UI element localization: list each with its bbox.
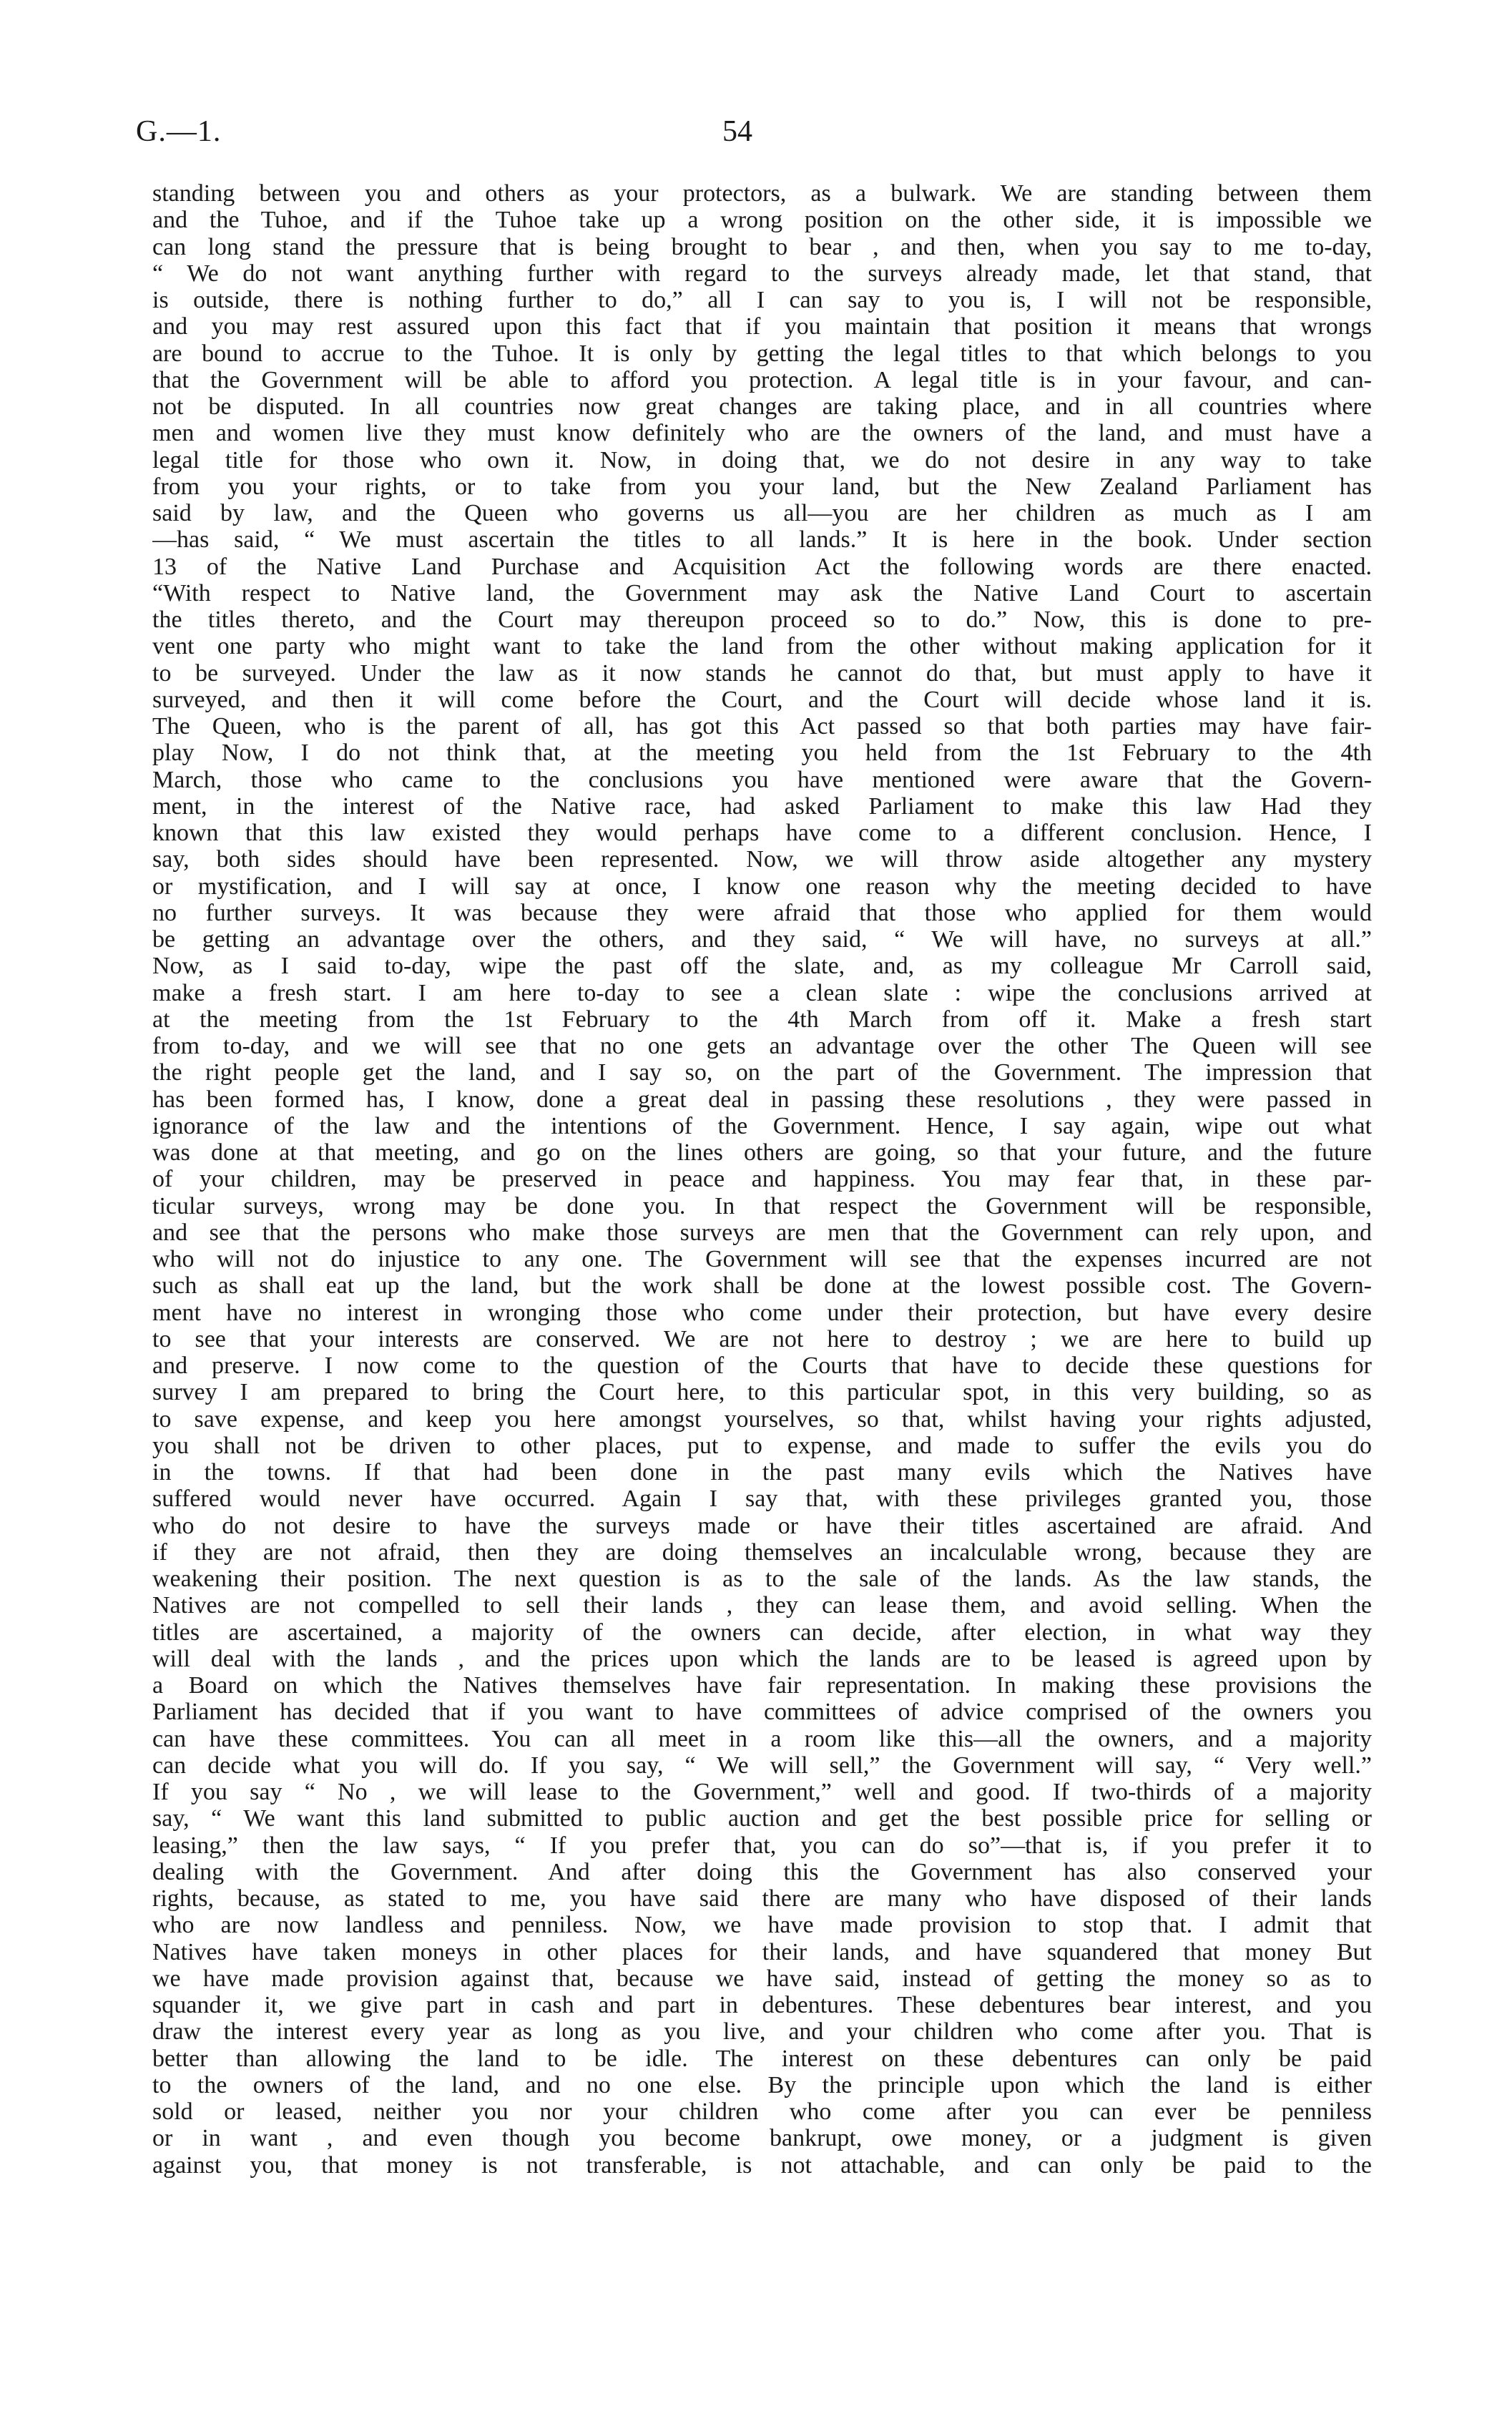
text-line: to the owners of the land, and no one else. By the principle upon which the land is either <box>152 2071 1372 2098</box>
text-line: are bound to accrue to the Tuhoe. It is only by getting the legal titles to that which belongs to you <box>152 340 1372 367</box>
text-line: ment, in the interest of the Native race, had asked Parliament to make this law Had they <box>152 792 1372 820</box>
text-line: leasing,” then the law says, “ If you prefer that, you can do so”—that is, if you prefer it to <box>152 1832 1372 1859</box>
text-line: 13 of the Native Land Purchase and Acquisition Act the following words are there enacted. <box>152 553 1372 580</box>
text-line: Parliament has decided that if you want to have committees of advice comprised of the owners you <box>152 1699 1372 1726</box>
text-line: make a fresh start. I am here to-day to see a clean slate : wipe the conclusions arrived at <box>152 979 1372 1006</box>
text-line: against you, that money is not transferable, is not attachable, and can only be paid to the <box>152 2151 1372 2179</box>
text-line: ignorance of the law and the intentions of the Government. Hence, I say again, wipe out what <box>152 1112 1372 1139</box>
text-line: that the Government will be able to afford you protection. A legal title is in your favour, and can- <box>152 366 1372 393</box>
text-line: is outside, there is nothing further to do,” all I can say to you is, I will not be responsible, <box>152 287 1372 313</box>
text-line: legal title for those who own it. Now, in doing that, we do not desire in any way to take <box>152 446 1372 473</box>
text-line: Now, as I said to-day, wipe the past off the slate, and, as my colleague Mr Carroll said, <box>152 953 1372 980</box>
text-line: surveyed, and then it will come before the Court, and the Court will decide whose land it is. <box>152 686 1372 713</box>
text-line: “With respect to Native land, the Government may ask the Native Land Court to ascertain <box>152 579 1372 607</box>
text-line: was done at that meeting, and go on the lines others are going, so that your future, and the future <box>152 1139 1372 1166</box>
text-line: we have made provision against that, because we have said, instead of getting the money so as to <box>152 1965 1372 1992</box>
text-line: of your children, may be preserved in peace and happiness. You may fear that, in these par- <box>152 1166 1372 1193</box>
text-line <box>152 2179 1372 2205</box>
text-line: and preserve. I now come to the question of the Courts that have to decide these questions for <box>152 1352 1372 1379</box>
text-line: say, both sides should have been represented. Now, we will throw aside altogether any mystery <box>152 846 1372 873</box>
text-line: not be disputed. In all countries now great changes are taking place, and in all countries where <box>152 393 1372 420</box>
text-line: has been formed has, I know, done a great deal in passing these resolutions , they were passed in <box>152 1086 1372 1113</box>
text-line: If you say “ No , we will lease to the Government,” well and good. If two-thirds of a majority <box>152 1779 1372 1805</box>
page-header <box>136 114 1366 157</box>
text-line: Natives are not compelled to sell their lands , they can lease them, and avoid selling. When the <box>152 1592 1372 1619</box>
text-line: to save expense, and keep you here amongst yourselves, so that, whilst having your rights adjusted, <box>152 1405 1372 1433</box>
text-line: —has said, “ We must ascertain the titles to all lands.” It is here in the book. Under section <box>152 526 1372 554</box>
text-line: the titles thereto, and the Court may thereupon proceed so to do.” Now, this is done to pre- <box>152 607 1372 633</box>
text-line: or mystification, and I will say at once, I know one reason why the meeting decided to have <box>152 873 1372 900</box>
text-line: such as shall eat up the land, but the work shall be done at the lowest possible cost. The Govern- <box>152 1272 1372 1300</box>
text-line: or in want , and even though you become bankrupt, owe money, or a judgment is given <box>152 2125 1372 2152</box>
text-line: “ We do not want anything further with regard to the surveys already made, let that stand, that <box>152 260 1372 287</box>
text-line: play Now, I do not think that, at the meeting you held from the 1st February to the 4th <box>152 740 1372 767</box>
text-line: a Board on which the Natives themselves have fair representation. In making these provisions the <box>152 1672 1372 1699</box>
text-line: and the Tuhoe, and if the Tuhoe take up a wrong position on the other side, it is impossible we <box>152 207 1372 234</box>
text-line: from you your rights, or to take from you your land, but the New Zealand Parliament has <box>152 473 1372 500</box>
text-line: rights, because, as stated to me, you have said there are many who have disposed of their lands <box>152 1885 1372 1912</box>
text-line: to be surveyed. Under the law as it now stands he cannot do that, but must apply to have it <box>152 659 1372 687</box>
text-line: squander it, we give part in cash and part in debentures. These debentures bear interest, and you <box>152 1992 1372 2018</box>
text-line: The Queen, who is the parent of all, has got this Act passed so that both parties may have fair- <box>152 713 1372 740</box>
text-line: and you may rest assured upon this fact that if you maintain that position it means that wrongs <box>152 313 1372 340</box>
text-line: Natives have taken moneys in other places for their lands, and have squandered that money But <box>152 1938 1372 1965</box>
page-number: 54 <box>722 115 752 148</box>
text-line: will deal with the lands , and the prices upon which the lands are to be leased is agreed upon by <box>152 1645 1372 1672</box>
text-line: ticular surveys, wrong may be done you. In that respect the Government will be responsible, <box>152 1192 1372 1219</box>
text-line: be getting an advantage over the others, and they said, “ We will have, no surveys at all.” <box>152 926 1372 953</box>
body-text <box>152 180 1372 2383</box>
text-line: weakening their position. The next question is as to the sale of the lands. As the law stands, the <box>152 1566 1372 1592</box>
text-line: ment have no interest in wronging those who come under their protection, but have every desire <box>152 1299 1372 1326</box>
text-line: to see that your interests are conserved. We are not here to destroy ; we are here to build up <box>152 1325 1372 1352</box>
text-line: better than allowing the land to be idle. The interest on these debentures can only be paid <box>152 2045 1372 2072</box>
text-line: known that this law existed they would perhaps have come to a different conclusion. Hence, I <box>152 820 1372 846</box>
text-line: March, those who came to the conclusions you have mentioned were aware that the Govern- <box>152 766 1372 793</box>
text-line: the right people get the land, and I say so, on the part of the Government. The impression that <box>152 1059 1372 1086</box>
text-line: suffered would never have occurred. Again I say that, with these privileges granted you, those <box>152 1486 1372 1513</box>
text-line: can decide what you will do. If you say, “ We will sell,” the Government will say, “ Very well.” <box>152 1752 1372 1779</box>
text-line: sold or leased, neither you nor your children who come after you can ever be penniless <box>152 2098 1372 2125</box>
text-line: can long stand the pressure that is being brought to bear , and then, when you say to me to-day, <box>152 233 1372 260</box>
text-line: said by law, and the Queen who governs us all—you are her children as much as I am <box>152 500 1372 526</box>
text-line: vent one party who might want to take the land from the other without making application for it <box>152 633 1372 660</box>
text-line: who are now landless and penniless. Now, we have made provision to stop that. I admit that <box>152 1912 1372 1939</box>
text-line: at the meeting from the 1st February to the 4th March from off it. Make a fresh start <box>152 1006 1372 1033</box>
text-line: and see that the persons who make those surveys are men that the Government can rely upon, and <box>152 1219 1372 1246</box>
text-line: who do not desire to have the surveys made or have their titles ascertained are afraid. And <box>152 1512 1372 1539</box>
text-line: standing between you and others as your protectors, as a bulwark. We are standing between them <box>152 180 1372 207</box>
text-line: can have these committees. You can all meet in a room like this—all the owners, and a majority <box>152 1725 1372 1752</box>
text-line: no further surveys. It was because they were afraid that those who applied for them would <box>152 899 1372 926</box>
text-line: say, “ We want this land submitted to public auction and get the best possible price for selling or <box>152 1805 1372 1832</box>
text-line: in the towns. If that had been done in the past many evils which the Natives have <box>152 1459 1372 1486</box>
text-line: if they are not afraid, then they are doing themselves an incalculable wrong, because they are <box>152 1538 1372 1566</box>
document-reference: G.—1. <box>136 115 222 148</box>
text-line: you shall not be driven to other places, put to expense, and made to suffer the evils you do <box>152 1432 1372 1459</box>
text-line: dealing with the Government. And after doing this the Government has also conserved your <box>152 1858 1372 1885</box>
text-line: from to-day, and we will see that no one gets an advantage over the other The Queen will see <box>152 1033 1372 1059</box>
text-line: titles are ascertained, a majority of the owners can decide, after election, in what way they <box>152 1619 1372 1646</box>
text-line: draw the interest every year as long as you live, and your children who come after you. That is <box>152 2018 1372 2046</box>
text-line: survey I am prepared to bring the Court here, to this particular spot, in this very building, so as <box>152 1379 1372 1406</box>
text-line: men and women live they must know definitely who are the owners of the land, and must have a <box>152 420 1372 447</box>
text-line: who will not do injustice to any one. The Government will see that the expenses incurred are not <box>152 1246 1372 1272</box>
